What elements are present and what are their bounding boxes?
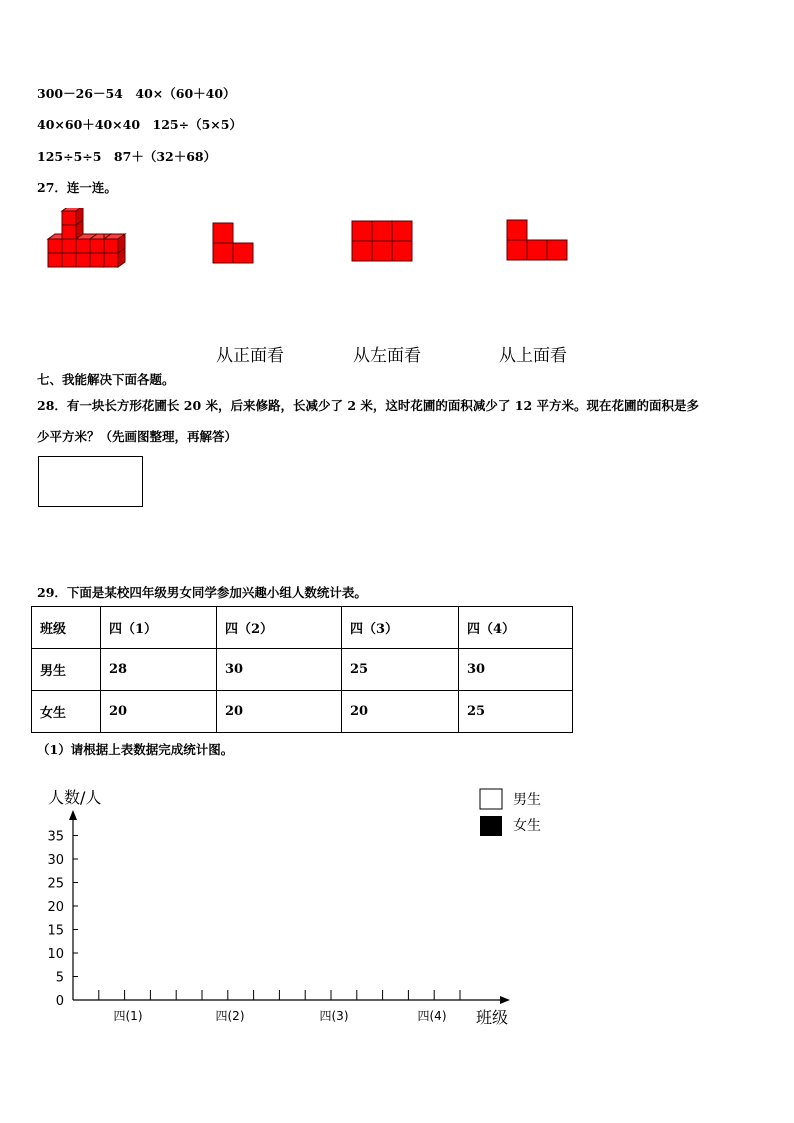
x-axis-arrow	[500, 996, 510, 1004]
x-category-label: 四(3)	[319, 1009, 349, 1023]
legend-swatch-girls	[480, 816, 502, 836]
x-category-label: 四(4)	[417, 1009, 447, 1023]
question-29-title: 29．下面是某校四年级男女同学参加兴趣小组人数统计表。	[37, 585, 367, 600]
table-header-row	[32, 607, 573, 649]
table-row	[32, 649, 573, 691]
view-caption-top: 从上面看	[499, 346, 567, 366]
x-category-label: 四(1)	[113, 1009, 143, 1023]
question-29-sub-1: （1）请根据上表数据完成统计图。	[37, 742, 234, 757]
table-cell: 四（4）	[459, 607, 573, 649]
exercise-line-1: 300－26－54 40×（60＋40）	[37, 86, 236, 101]
legend-label-girls: 女生	[513, 818, 541, 834]
table-cell: 20	[342, 691, 459, 733]
table-cell: 30	[459, 649, 573, 691]
table-cell: 四（1）	[101, 607, 217, 649]
solid-3d-figure	[44, 208, 134, 273]
view-shape-3	[506, 219, 570, 263]
view-caption-front: 从正面看	[216, 346, 284, 366]
table-cell: 男生	[32, 649, 101, 691]
y-tick-label: 20	[47, 900, 64, 915]
table-row	[32, 691, 573, 733]
y-tick-label: 0	[55, 994, 64, 1009]
table-cell: 30	[217, 649, 342, 691]
y-tick-label: 30	[47, 853, 64, 868]
exercise-line-3: 125÷5÷5 87＋（32＋68）	[37, 149, 217, 164]
table-cell: 25	[342, 649, 459, 691]
legend-swatch-boys	[480, 789, 502, 809]
y-tick-label: 25	[47, 876, 64, 892]
exercise-line-2: 40×60＋40×40 125÷（5×5）	[37, 117, 242, 132]
y-axis-arrow	[69, 810, 77, 820]
view-caption-left: 从左面看	[353, 346, 421, 366]
y-tick-label: 5	[55, 970, 64, 986]
bar-chart	[0, 780, 794, 1040]
y-tick-label: 15	[47, 923, 64, 939]
table-cell: 20	[101, 691, 217, 733]
stats-table	[31, 606, 573, 733]
section-7-title: 七、我能解决下面各题。	[37, 372, 175, 387]
y-axis-label: 人数/人	[48, 788, 102, 807]
view-shape-2	[351, 220, 415, 264]
drawing-box[interactable]	[38, 456, 143, 507]
table-cell: 四（2）	[217, 607, 342, 649]
y-tick-label: 10	[47, 947, 64, 962]
x-category-label: 四(2)	[215, 1009, 245, 1023]
table-cell: 四（3）	[342, 607, 459, 649]
table-cell: 女生	[32, 691, 101, 733]
table-cell: 28	[101, 649, 217, 691]
view-shape-1	[212, 222, 257, 267]
x-axis-label: 班级	[476, 1008, 509, 1027]
y-tick-label: 35	[47, 829, 64, 845]
question-27-title: 27．连一连。	[37, 180, 117, 195]
table-cell: 25	[459, 691, 573, 733]
table-cell: 20	[217, 691, 342, 733]
question-28-line-1: 28．有一块长方形花圃长 20 米，后来修路，长减少了 2 米，这时花圃的面积减少了 12 平方米。现在花圃的面积是多	[37, 398, 699, 413]
table-cell: 班级	[32, 607, 101, 649]
legend-label-boys: 男生	[513, 792, 541, 808]
question-28-line-2: 少平方米？（先画图整理，再解答）	[37, 429, 238, 444]
